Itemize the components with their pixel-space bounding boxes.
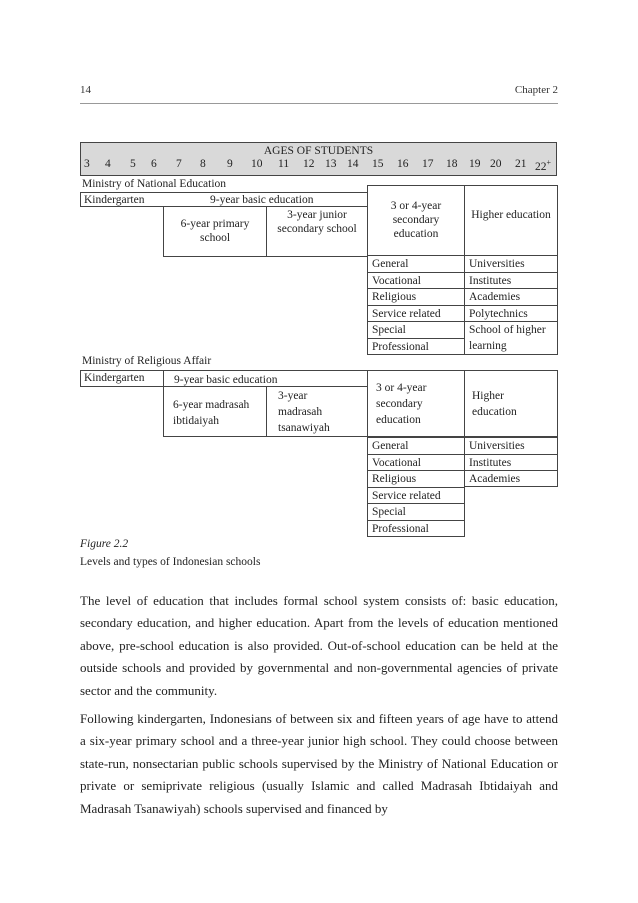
- age-number: 18: [446, 158, 458, 170]
- list-item: Universities: [464, 437, 558, 454]
- age-number: 17: [422, 158, 434, 170]
- age-number: 8: [200, 158, 206, 170]
- religious-ministry: Ministry of Religious Affair: [82, 355, 212, 367]
- age-number: 7: [176, 158, 182, 170]
- age-plus-sup: +: [546, 158, 552, 167]
- age-number: 6: [151, 158, 157, 170]
- list-item: Academies: [464, 470, 558, 487]
- age-number: 15: [372, 158, 384, 170]
- age-number: 12: [303, 158, 315, 170]
- list-item: Religious: [367, 470, 465, 487]
- religious-secondary: 3 or 4-year secondary education: [376, 382, 427, 426]
- national-junior: 3-year junior secondary school: [277, 209, 357, 235]
- age-number: 21: [515, 158, 527, 170]
- national-higher: Higher education: [471, 209, 551, 221]
- paragraph-1: The level of education that includes formal school system consists of: basic education, secondary education, and higher education. Apart from the levels of education mentioned above, pre-school education is also provided. Out-of-school education can be held at the outside schools and provided by governmental and non-governmental agencies of private sector and the community.: [80, 593, 558, 698]
- list-item: Religious: [367, 288, 465, 305]
- religious-tsanawiyah: 3-year madrasah tsanawiyah: [278, 390, 330, 434]
- ages-title: AGES OF STUDENTS: [263, 145, 374, 157]
- figure-caption: Levels and types of Indonesian schools: [80, 556, 261, 568]
- religious-kindergarten: Kindergarten: [84, 372, 145, 384]
- list-item: Professional: [367, 520, 465, 537]
- age-number: 22+: [535, 158, 552, 173]
- national-primary: 6-year primary school: [180, 218, 250, 244]
- national-kindergarten: Kindergarten: [84, 194, 145, 206]
- figure-label: Figure 2.2: [80, 538, 129, 550]
- age-number: 5: [130, 158, 136, 170]
- national-secondary: 3 or 4-year secondary education: [390, 200, 442, 240]
- list-item: Vocational: [367, 272, 465, 289]
- chapter-label: Chapter 2: [514, 84, 558, 96]
- list-item: Special: [367, 503, 465, 520]
- list-item: Institutes: [464, 454, 558, 471]
- list-item: Academies: [464, 288, 558, 305]
- religious-basic: 9-year basic education: [174, 374, 278, 386]
- list-item: General: [367, 437, 465, 454]
- age-number: 20: [490, 158, 502, 170]
- list-item: Special: [367, 321, 465, 338]
- list-item: Professional: [367, 338, 465, 355]
- age-number: 16: [397, 158, 409, 170]
- age-number: 4: [105, 158, 111, 170]
- age-number: 13: [325, 158, 337, 170]
- list-item: Universities: [464, 255, 558, 272]
- list-item: Service related: [367, 487, 465, 504]
- list-item: Vocational: [367, 454, 465, 471]
- religious-ibtidaiyah: 6-year madrasah ibtidaiyah: [173, 399, 250, 427]
- religious-higher: Higher education: [472, 390, 517, 418]
- page-number: 14: [80, 84, 91, 96]
- age-number: 9: [227, 158, 233, 170]
- list-item: Service related: [367, 305, 465, 322]
- age-number: 11: [278, 158, 290, 170]
- header-rule: [80, 103, 558, 104]
- national-basic: 9-year basic education: [210, 194, 314, 206]
- list-item: General: [367, 255, 465, 272]
- age-number: 3: [84, 158, 90, 170]
- age-number: 19: [469, 158, 481, 170]
- paragraph-2: Following kindergarten, Indonesians of between six and fifteen years of age have to attend a six-year primary school and a three-year junior high school. They could choose between state-run, nonsectarian public schools supervised by the Ministry of National Education or private or semiprivate religious (usually Islamic and called Madrasah Ibtidaiyah and Madrasah Tsanawiyah) schools supervised and financed by: [80, 711, 558, 816]
- list-item: Polytechnics: [464, 305, 558, 322]
- list-item: Institutes: [464, 272, 558, 289]
- age-number: 14: [347, 158, 359, 170]
- age-number: 10: [251, 158, 263, 170]
- national-ministry: Ministry of National Education: [82, 178, 227, 190]
- list-item: School of higher learning: [464, 321, 558, 355]
